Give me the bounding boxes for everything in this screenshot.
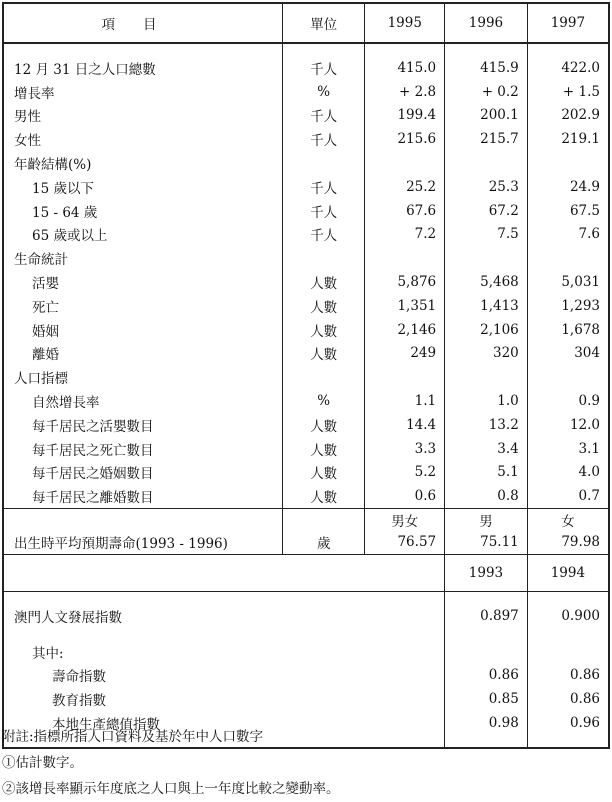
value-1997: + 1.5 [527, 80, 609, 104]
table-row [3, 294, 609, 318]
sex-female-label: 女 [527, 509, 609, 531]
row-label: 每千居民之活嬰數目 [3, 413, 282, 437]
row-unit: 千人 [282, 175, 365, 199]
sex-male-label: 男 [445, 509, 528, 531]
header-unit: 單位 [282, 3, 365, 43]
footnote-1: ①估計數字。 [2, 755, 83, 771]
value-1997: 1,293 [527, 294, 609, 318]
value-1995: 5,876 [365, 270, 445, 294]
table-row [3, 199, 609, 223]
row-unit: % [282, 389, 365, 413]
value-1996: 1.0 [445, 389, 528, 413]
value-1997: 0.9 [527, 389, 609, 413]
row-label: 每千居民之離婚數目 [3, 484, 282, 508]
table-row [3, 270, 609, 294]
row-label: 15 - 64 歲 [3, 199, 282, 223]
row-unit [282, 246, 365, 270]
value-1996: 200.1 [445, 104, 528, 128]
table-row [3, 389, 609, 413]
row-unit: 人數 [282, 294, 365, 318]
row-label: 女性 [3, 127, 282, 151]
section-label: 年齡結構(%) [3, 151, 282, 175]
hdi-item-row [3, 664, 609, 688]
row-label: 65 歲或以上 [3, 223, 282, 247]
table-row [3, 175, 609, 199]
life-expectancy-female: 79.98 [527, 530, 609, 554]
table-row [3, 365, 609, 389]
value-1996: 0.8 [445, 484, 528, 508]
section-label: 人口指標 [3, 365, 282, 389]
table-row [3, 223, 609, 247]
row-unit: 千人 [282, 56, 365, 80]
value-1995: 0.6 [365, 484, 445, 508]
row-label: 自然增長率 [3, 389, 282, 413]
row-label: 增長率 [3, 80, 282, 104]
hdi-title: 澳門人文發展指數 [3, 604, 445, 628]
value-1995: 199.4 [365, 104, 445, 128]
table-row [3, 151, 609, 175]
table-row [3, 461, 609, 485]
section-label: 生命統計 [3, 246, 282, 270]
row-label: 15 歲以下 [3, 175, 282, 199]
hdi-of-which-label: 其中: [3, 640, 445, 664]
value-1997: 219.1 [527, 127, 609, 151]
hdi-item-value-1994: 0.86 [527, 687, 609, 711]
hdi-item-value-1993: 0.86 [445, 664, 528, 688]
value-1997: 3.1 [527, 437, 609, 461]
row-label: 12 月 31 日之人口總數 [3, 56, 282, 80]
footnotes [2, 724, 340, 802]
header-1997: 1997 [527, 3, 609, 43]
hdi-item-label: 教育指數 [3, 687, 445, 711]
value-1997: 0.7 [527, 484, 609, 508]
value-1995: 3.3 [365, 437, 445, 461]
value-1997: 422.0 [527, 56, 609, 80]
table-row [3, 246, 609, 270]
hdi-value-1993: 0.897 [445, 604, 528, 628]
row-unit: 人數 [282, 484, 365, 508]
value-1996: 5,468 [445, 270, 528, 294]
row-unit: 人數 [282, 270, 365, 294]
value-1997: 4.0 [527, 461, 609, 485]
row-label: 每千居民之婚姻數目 [3, 461, 282, 485]
value-1997: 7.6 [527, 223, 609, 247]
header-1996: 1996 [445, 3, 528, 43]
footnote-2: ②該增長率顯示年度底之人口與上一年度比較之變動率。 [2, 781, 340, 797]
hdi-item-row [3, 687, 609, 711]
hdi-year-1994: 1994 [527, 554, 609, 591]
value-1995 [365, 365, 445, 389]
value-1996: 67.2 [445, 199, 528, 223]
value-1996: 215.7 [445, 127, 528, 151]
value-1996: 3.4 [445, 437, 528, 461]
value-1997 [527, 246, 609, 270]
row-label: 男性 [3, 104, 282, 128]
value-1996: 2,106 [445, 318, 528, 342]
hdi-item-value-1994: 0.86 [527, 664, 609, 688]
value-1995: 1.1 [365, 389, 445, 413]
row-label: 婚姻 [3, 318, 282, 342]
row-unit: 人數 [282, 461, 365, 485]
hdi-item-label: 本地生產總值指數 [3, 711, 445, 735]
row-unit: 千人 [282, 223, 365, 247]
value-1997 [527, 151, 609, 175]
header-item: 項目 [3, 3, 282, 43]
value-1996 [445, 246, 528, 270]
footnote-general: 附註:指標所指人口資料及基於年中人口數字 [2, 729, 264, 745]
row-unit: 千人 [282, 104, 365, 128]
value-1997: 202.9 [527, 104, 609, 128]
life-expectancy-row [3, 530, 609, 554]
header-row [3, 3, 609, 43]
row-unit: 千人 [282, 199, 365, 223]
table-row [3, 342, 609, 366]
value-1996 [445, 365, 528, 389]
life-expectancy-both: 76.57 [365, 530, 445, 554]
hdi-item-value-1994: 0.96 [527, 711, 609, 735]
value-1997 [527, 365, 609, 389]
table-row [3, 484, 609, 508]
value-1995 [365, 151, 445, 175]
life-expectancy-label: 出生時平均預期壽命(1993 - 1996) [3, 530, 282, 554]
life-expectancy-male: 75.11 [445, 530, 528, 554]
value-1995: 25.2 [365, 175, 445, 199]
hdi-title-row [3, 604, 609, 628]
value-1995: 215.6 [365, 127, 445, 151]
row-unit [282, 151, 365, 175]
value-1996: 1,413 [445, 294, 528, 318]
value-1995: 5.2 [365, 461, 445, 485]
row-unit: 人數 [282, 437, 365, 461]
hdi-item-value-1993: 0.98 [445, 711, 528, 735]
row-label: 每千居民之死亡數目 [3, 437, 282, 461]
value-1996: 320 [445, 342, 528, 366]
value-1996 [445, 151, 528, 175]
table-row [3, 80, 609, 104]
value-1996: 5.1 [445, 461, 528, 485]
value-1996: + 0.2 [445, 80, 528, 104]
value-1995 [365, 246, 445, 270]
sex-both-label: 男女 [365, 509, 445, 531]
value-1996: 415.9 [445, 56, 528, 80]
row-unit: 人數 [282, 318, 365, 342]
row-unit: 人數 [282, 342, 365, 366]
hdi-year-1993: 1993 [445, 554, 528, 591]
value-1995: 1,351 [365, 294, 445, 318]
value-1995: 2,146 [365, 318, 445, 342]
row-unit: 人數 [282, 413, 365, 437]
row-label: 離婚 [3, 342, 282, 366]
value-1997: 24.9 [527, 175, 609, 199]
sex-header-row [3, 509, 609, 531]
row-label: 活嬰 [3, 270, 282, 294]
table-row [3, 127, 609, 151]
value-1995: 14.4 [365, 413, 445, 437]
value-1996: 7.5 [445, 223, 528, 247]
header-1995: 1995 [365, 3, 445, 43]
value-1997: 1,678 [527, 318, 609, 342]
value-1996: 13.2 [445, 413, 528, 437]
row-unit: 千人 [282, 127, 365, 151]
value-1995: 67.6 [365, 199, 445, 223]
spacer-row [3, 591, 609, 604]
row-unit: % [282, 80, 365, 104]
table-row [3, 56, 609, 80]
hdi-of-which-row [3, 640, 609, 664]
value-1995: + 2.8 [365, 80, 445, 104]
row-label: 死亡 [3, 294, 282, 318]
value-1995: 249 [365, 342, 445, 366]
value-1997: 5,031 [527, 270, 609, 294]
life-expectancy-unit: 歲 [282, 530, 365, 554]
table-row [3, 318, 609, 342]
hdi-year-row [3, 554, 609, 591]
table-row [3, 104, 609, 128]
value-1997: 12.0 [527, 413, 609, 437]
row-unit [282, 365, 365, 389]
spacer-row [3, 628, 609, 640]
hdi-value-1994: 0.900 [527, 604, 609, 628]
hdi-item-label: 壽命指數 [3, 664, 445, 688]
value-1996: 25.3 [445, 175, 528, 199]
value-1997: 67.5 [527, 199, 609, 223]
value-1995: 415.0 [365, 56, 445, 80]
population-statistics-table [2, 2, 610, 749]
spacer-row [3, 43, 609, 56]
value-1997: 304 [527, 342, 609, 366]
hdi-item-value-1993: 0.85 [445, 687, 528, 711]
value-1995: 7.2 [365, 223, 445, 247]
table-row [3, 413, 609, 437]
table-row [3, 437, 609, 461]
